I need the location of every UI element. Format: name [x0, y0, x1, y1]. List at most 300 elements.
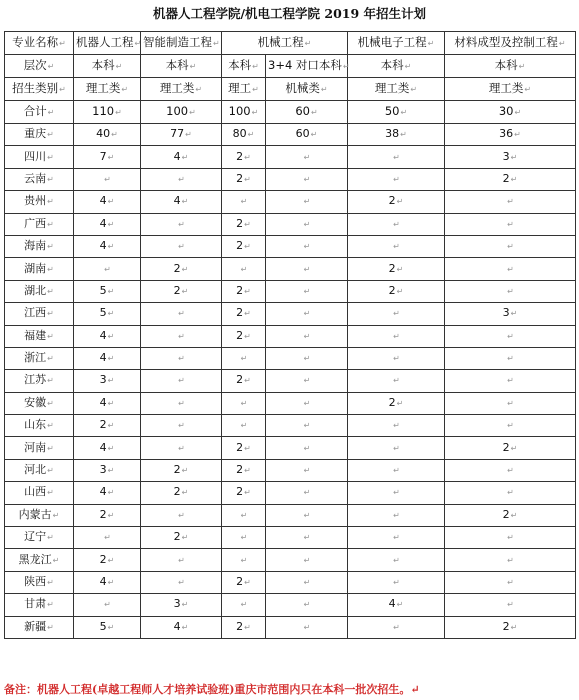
quota-value: 38 — [385, 127, 400, 141]
quota-cell — [445, 370, 576, 392]
cell-end-mark: ↵ — [178, 443, 185, 453]
quota-cell — [222, 280, 266, 302]
cell-end-mark: ↵ — [107, 578, 115, 587]
quota-cell — [141, 280, 222, 302]
header-cell: 材料成型及控制工程↵ — [445, 32, 576, 55]
quota-cell — [445, 616, 576, 638]
cell-end-mark: ↵ — [303, 421, 311, 431]
quota-cell — [266, 571, 348, 593]
cell-end-mark: ↵ — [393, 219, 400, 229]
table-row — [5, 124, 576, 146]
quota-cell — [74, 571, 141, 593]
cell-end-mark: ↵ — [244, 152, 251, 162]
region-name-cell — [5, 213, 74, 235]
quota-cell — [74, 504, 141, 526]
quota-cell — [348, 527, 445, 549]
table-row — [5, 235, 576, 257]
total-row — [5, 101, 576, 124]
quota-cell — [266, 213, 348, 235]
quota-value: 4 — [173, 194, 181, 208]
quota-cell — [222, 616, 266, 638]
cell-end-mark: ↵ — [393, 421, 400, 431]
cell-end-mark: ↵ — [507, 354, 514, 364]
cell-end-mark: ↵ — [47, 130, 54, 140]
quota-cell — [222, 571, 266, 593]
cell-end-mark: ↵ — [303, 488, 311, 498]
quota-cell — [222, 124, 266, 146]
cell-end-mark: ↵ — [303, 510, 311, 520]
region-name-cell — [5, 168, 74, 190]
cell-end-mark: ↵ — [510, 152, 518, 162]
quota-value: 2 — [236, 463, 244, 477]
quota-cell — [74, 527, 141, 549]
region-name: 四川 — [24, 149, 47, 163]
cell-end-mark: ↵ — [47, 354, 54, 364]
cell-end-mark: ↵ — [178, 421, 185, 431]
header-cell: 本科↵ — [74, 55, 141, 78]
cell-end-mark: ↵ — [303, 309, 311, 319]
quota-cell — [74, 258, 141, 280]
quota-cell — [222, 168, 266, 190]
cell-end-mark: ↵ — [393, 622, 400, 632]
quota-cell — [266, 146, 348, 168]
quota-value: 5 — [99, 619, 107, 633]
quota-cell — [445, 168, 576, 190]
quota-cell — [445, 191, 576, 213]
cell-end-mark: ↵ — [47, 466, 54, 476]
quota-cell — [266, 415, 348, 437]
quota-cell — [445, 594, 576, 616]
cell-end-mark: ↵ — [310, 130, 318, 140]
quota-value: 2 — [388, 194, 396, 208]
cell-end-mark: ↵ — [244, 376, 251, 386]
cell-end-mark: ↵ — [240, 354, 248, 364]
cell-end-mark: ↵ — [107, 510, 115, 520]
cell-end-mark: ↵ — [107, 466, 115, 476]
quota-value: 4 — [99, 328, 107, 342]
table-row — [5, 168, 576, 190]
cell-end-mark: ↵ — [47, 398, 54, 408]
quota-value: 4 — [99, 216, 107, 230]
quota-value: 2 — [388, 283, 396, 297]
table-row — [5, 347, 576, 369]
table-row — [5, 370, 576, 392]
quota-cell — [266, 258, 348, 280]
cell-end-mark: ↵ — [244, 242, 251, 252]
quota-value: 4 — [99, 440, 107, 454]
cell-end-mark: ↵ — [244, 578, 251, 587]
quota-cell — [348, 594, 445, 616]
cell-end-mark: ↵ — [244, 174, 251, 184]
table-row — [5, 527, 576, 549]
table-row — [5, 594, 576, 616]
quota-cell — [348, 616, 445, 638]
quota-cell — [222, 459, 266, 481]
header-cell: 理工类↵ — [445, 78, 576, 101]
cell-end-mark: ↵ — [111, 130, 118, 140]
document-title: 机器人工程学院/机电工程学院 2019 年招生计划 — [152, 6, 427, 21]
quota-cell — [141, 146, 222, 168]
quota-cell — [74, 303, 141, 325]
cell-end-mark: ↵ — [104, 533, 111, 543]
footnote: 备注：机器人工程(卓越工程师人才培养试验班)重庆市范围内只在本科一批次招生。↵ — [4, 683, 420, 696]
quota-cell — [266, 482, 348, 504]
quota-cell — [74, 482, 141, 504]
quota-cell — [222, 303, 266, 325]
cell-end-mark: ↵ — [107, 555, 115, 565]
table-row — [5, 571, 576, 593]
quota-cell — [141, 303, 222, 325]
quota-cell — [141, 594, 222, 616]
quota-cell — [74, 437, 141, 459]
quota-cell — [445, 258, 576, 280]
quota-cell — [74, 213, 141, 235]
cell-end-mark: ↵ — [240, 600, 248, 610]
quota-cell — [266, 303, 348, 325]
quota-value: 4 — [173, 149, 181, 163]
header-cell: 机械工程↵ — [222, 32, 348, 55]
quota-cell — [445, 504, 576, 526]
quota-cell — [348, 571, 445, 593]
quota-value: 2 — [173, 463, 181, 477]
region-name-cell — [5, 571, 74, 593]
quota-value: 2 — [236, 149, 244, 163]
quota-cell — [348, 370, 445, 392]
quota-value: 4 — [99, 239, 107, 253]
header-cell: 理工↵ — [222, 78, 266, 101]
region-name: 江苏 — [24, 373, 47, 387]
quota-cell — [141, 482, 222, 504]
quota-cell — [266, 437, 348, 459]
quota-cell — [222, 370, 266, 392]
quota-cell — [141, 370, 222, 392]
table-row — [5, 280, 576, 302]
quota-value: 4 — [99, 194, 107, 208]
quota-value: 2 — [502, 619, 510, 633]
quota-cell — [348, 415, 445, 437]
region-name-cell — [5, 124, 74, 146]
cell-end-mark: ↵ — [303, 286, 311, 296]
cell-end-mark: ↵ — [393, 354, 400, 364]
cell-end-mark: ↵ — [393, 578, 400, 587]
quota-cell — [74, 325, 141, 347]
quota-value: 2 — [236, 239, 244, 253]
quota-cell — [445, 392, 576, 414]
table-row — [5, 415, 576, 437]
cell-end-mark: ↵ — [400, 130, 407, 140]
quota-cell — [348, 124, 445, 146]
cell-end-mark: ↵ — [393, 331, 400, 341]
quota-cell — [266, 504, 348, 526]
cell-end-mark: ↵ — [47, 376, 54, 386]
cell-end-mark: ↵ — [178, 555, 185, 565]
region-name: 福建 — [24, 328, 47, 342]
cell-end-mark: ↵ — [240, 510, 248, 520]
quota-cell — [445, 527, 576, 549]
cell-end-mark: ↵ — [303, 533, 311, 543]
quota-cell — [266, 459, 348, 481]
cell-end-mark: ↵ — [107, 242, 115, 252]
region-name-cell — [5, 146, 74, 168]
quota-cell — [141, 527, 222, 549]
cell-end-mark: ↵ — [393, 152, 400, 162]
total-cell: 合计↵ — [5, 101, 74, 124]
quota-cell — [222, 347, 266, 369]
cell-end-mark: ↵ — [47, 219, 54, 229]
quota-value: 2 — [173, 530, 181, 544]
quota-cell — [445, 437, 576, 459]
table-row — [5, 482, 576, 504]
quota-cell — [141, 504, 222, 526]
quota-cell — [445, 415, 576, 437]
quota-cell — [266, 549, 348, 571]
quota-cell — [348, 213, 445, 235]
region-name: 黑龙江 — [18, 552, 52, 566]
cell-end-mark: ↵ — [303, 264, 311, 274]
quota-value: 2 — [99, 507, 107, 521]
cell-end-mark: ↵ — [52, 555, 60, 565]
cell-end-mark: ↵ — [507, 466, 514, 476]
table-row — [5, 392, 576, 414]
cell-end-mark: ↵ — [303, 219, 311, 229]
quota-cell — [222, 437, 266, 459]
quota-cell — [266, 280, 348, 302]
quota-cell — [141, 616, 222, 638]
quota-value: 5 — [99, 306, 107, 320]
cell-end-mark: ↵ — [303, 174, 311, 184]
header-cell: 本科↵ — [348, 55, 445, 78]
region-name: 湖北 — [24, 283, 47, 297]
cell-end-mark: ↵ — [181, 488, 189, 498]
quota-cell — [222, 392, 266, 414]
cell-end-mark: ↵ — [507, 286, 514, 296]
cell-end-mark: ↵ — [510, 443, 518, 453]
cell-end-mark: ↵ — [181, 152, 189, 162]
total-cell: 100↵ — [222, 101, 266, 124]
quota-cell — [141, 168, 222, 190]
cell-end-mark: ↵ — [107, 286, 115, 296]
quota-value: 3 — [99, 463, 107, 477]
quota-value: 2 — [236, 373, 244, 387]
quota-value: 4 — [173, 619, 181, 633]
cell-end-mark: ↵ — [507, 555, 514, 565]
cell-end-mark: ↵ — [396, 197, 404, 207]
quota-cell — [445, 459, 576, 481]
region-name-cell — [5, 459, 74, 481]
quota-cell — [348, 392, 445, 414]
cell-end-mark: ↵ — [244, 286, 251, 296]
quota-cell — [348, 347, 445, 369]
cell-end-mark: ↵ — [244, 622, 251, 632]
quota-value: 4 — [99, 485, 107, 499]
cell-end-mark: ↵ — [507, 533, 514, 543]
cell-end-mark: ↵ — [244, 488, 251, 498]
region-name: 广西 — [24, 216, 47, 230]
cell-end-mark: ↵ — [247, 130, 255, 140]
quota-cell — [266, 191, 348, 213]
quota-value: 2 — [388, 395, 396, 409]
quota-value: 2 — [502, 507, 510, 521]
region-name: 贵州 — [24, 194, 47, 208]
cell-end-mark: ↵ — [303, 622, 311, 632]
cell-end-mark: ↵ — [181, 533, 189, 543]
cell-end-mark: ↵ — [507, 398, 514, 408]
cell-end-mark: ↵ — [47, 443, 54, 453]
cell-end-mark: ↵ — [507, 331, 514, 341]
cell-end-mark: ↵ — [104, 174, 111, 184]
quota-value: 3 — [502, 306, 510, 320]
region-name: 重庆 — [24, 127, 47, 141]
quota-cell — [222, 527, 266, 549]
cell-end-mark: ↵ — [507, 421, 514, 431]
cell-end-mark: ↵ — [507, 600, 514, 610]
cell-end-mark: ↵ — [181, 466, 189, 476]
quota-cell — [74, 459, 141, 481]
region-name-cell — [5, 258, 74, 280]
cell-end-mark: ↵ — [303, 578, 311, 587]
quota-cell — [141, 571, 222, 593]
quota-cell — [445, 213, 576, 235]
cell-end-mark: ↵ — [244, 466, 251, 476]
table-row — [5, 616, 576, 638]
cell-end-mark: ↵ — [507, 219, 514, 229]
quota-cell — [222, 594, 266, 616]
quota-cell — [141, 213, 222, 235]
cell-end-mark: ↵ — [178, 354, 185, 364]
quota-cell — [348, 146, 445, 168]
quota-value: 2 — [236, 575, 244, 588]
quota-value: 5 — [99, 283, 107, 297]
table-row — [5, 213, 576, 235]
quota-cell — [348, 437, 445, 459]
cell-end-mark: ↵ — [303, 398, 311, 408]
header-cell: 机器人工程↵ — [74, 32, 141, 55]
cell-end-mark: ↵ — [244, 219, 251, 229]
region-name: 安徽 — [24, 395, 47, 409]
table-row — [5, 258, 576, 280]
cell-end-mark: ↵ — [393, 488, 400, 498]
quota-cell — [266, 168, 348, 190]
header-cell: 理工类↵ — [141, 78, 222, 101]
quota-cell — [266, 325, 348, 347]
cell-end-mark: ↵ — [240, 197, 248, 207]
quota-cell — [445, 571, 576, 593]
quota-cell — [266, 124, 348, 146]
cell-end-mark: ↵ — [107, 354, 115, 364]
header-cell: 理工类↵ — [348, 78, 445, 101]
region-name: 海南 — [24, 239, 47, 253]
cell-end-mark: ↵ — [107, 219, 115, 229]
cell-end-mark: ↵ — [244, 331, 251, 341]
quota-cell — [141, 347, 222, 369]
cell-end-mark: ↵ — [47, 578, 54, 587]
region-name: 山西 — [24, 485, 47, 499]
header-row-major — [5, 32, 576, 55]
quota-cell — [348, 459, 445, 481]
quota-cell — [348, 325, 445, 347]
cell-end-mark: ↵ — [396, 600, 404, 610]
header-cell: 专业名称↵ — [5, 32, 74, 55]
quota-cell — [222, 191, 266, 213]
cell-end-mark: ↵ — [393, 174, 400, 184]
quota-cell — [266, 235, 348, 257]
region-name: 江西 — [24, 306, 47, 320]
cell-end-mark: ↵ — [107, 488, 115, 498]
quota-cell — [141, 549, 222, 571]
quota-cell — [222, 325, 266, 347]
region-name-cell — [5, 594, 74, 616]
quota-cell — [141, 392, 222, 414]
header-cell: 3+4 对口本科↵ — [266, 55, 348, 78]
quota-cell — [222, 235, 266, 257]
quota-value: 2 — [173, 261, 181, 275]
enrollment-plan-table — [4, 31, 576, 639]
quota-value: 2 — [388, 261, 396, 275]
quota-cell — [348, 168, 445, 190]
quota-value: 4 — [99, 351, 107, 365]
quota-cell — [141, 437, 222, 459]
region-name: 河南 — [24, 440, 47, 454]
quota-cell — [74, 347, 141, 369]
cell-end-mark: ↵ — [107, 152, 115, 162]
cell-end-mark: ↵ — [507, 197, 514, 207]
cell-end-mark: ↵ — [514, 130, 521, 140]
cell-end-mark: ↵ — [107, 421, 115, 431]
quota-cell — [445, 235, 576, 257]
cell-end-mark: ↵ — [47, 174, 54, 184]
cell-end-mark: ↵ — [396, 398, 404, 408]
quota-cell — [266, 527, 348, 549]
cell-end-mark: ↵ — [507, 578, 514, 587]
region-name-cell — [5, 191, 74, 213]
quota-cell — [74, 146, 141, 168]
quota-value: 7 — [99, 149, 107, 163]
cell-end-mark: ↵ — [178, 174, 185, 184]
cell-end-mark: ↵ — [303, 376, 311, 386]
quota-cell — [74, 415, 141, 437]
cell-end-mark: ↵ — [181, 264, 189, 274]
quota-value: 80 — [232, 127, 247, 141]
cell-end-mark: ↵ — [181, 622, 189, 632]
quota-cell — [74, 280, 141, 302]
region-name: 山东 — [24, 418, 47, 432]
region-name-cell — [5, 303, 74, 325]
quota-value: 2 — [173, 283, 181, 297]
header-cell: 层次↵ — [5, 55, 74, 78]
quota-value: 2 — [502, 171, 510, 185]
quota-value: 36 — [499, 127, 514, 141]
region-name: 浙江 — [24, 351, 47, 365]
cell-end-mark: ↵ — [178, 242, 185, 252]
table-row — [5, 303, 576, 325]
region-name-cell — [5, 347, 74, 369]
quota-cell — [266, 347, 348, 369]
quota-cell — [445, 549, 576, 571]
quota-cell — [445, 482, 576, 504]
cell-end-mark: ↵ — [240, 264, 248, 274]
region-name: 湖南 — [24, 261, 47, 275]
quota-cell — [74, 616, 141, 638]
quota-cell — [74, 549, 141, 571]
cell-end-mark: ↵ — [107, 443, 115, 453]
quota-cell — [74, 594, 141, 616]
quota-cell — [266, 370, 348, 392]
cell-end-mark: ↵ — [104, 264, 111, 274]
quota-cell — [348, 191, 445, 213]
quota-value: 2 — [236, 283, 244, 297]
header-row-category — [5, 78, 576, 101]
header-row-level — [5, 55, 576, 78]
